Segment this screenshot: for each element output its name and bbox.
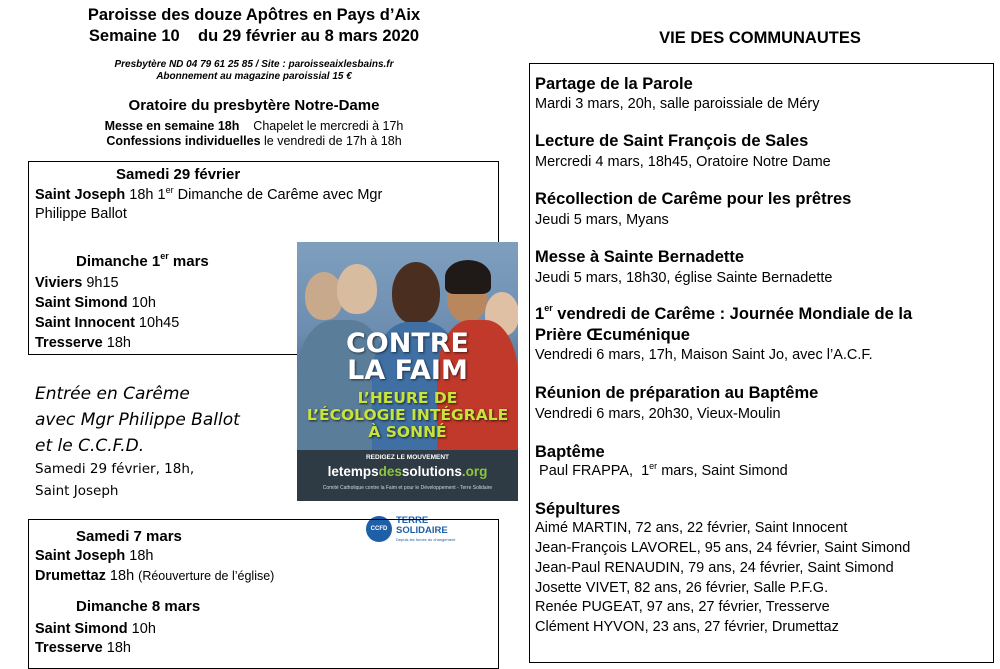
abonnement-line: Abonnement au magazine paroissial 15 € xyxy=(156,71,352,82)
careme-line: avec Mgr Philippe Ballot xyxy=(35,410,240,430)
careme-line: et le C.C.F.D. xyxy=(35,436,145,456)
mass-row xyxy=(35,621,156,637)
poster-sub-line: À SONNÉ xyxy=(368,423,447,441)
poster-title xyxy=(297,330,518,384)
sunday1-title-a: Dimanche 1 xyxy=(76,253,161,270)
messe-label: Messe en semaine 18h xyxy=(104,119,240,133)
confessions-text: le vendredi de 17h à 18h xyxy=(264,134,402,148)
mass-row xyxy=(35,335,131,351)
parish-title: Paroisse des douze Apôtres en Pays d’Aix xyxy=(87,6,421,24)
sepulture-entry: Renée PUGEAT, 97 ans, 27 février, Tresserve xyxy=(535,599,830,615)
event-detail: Vendredi 6 mars, 20h30, Vieux-Moulin xyxy=(535,406,781,422)
careme-place: Saint Joseph xyxy=(35,483,119,499)
ccfd-logo-icon: CCFD xyxy=(366,516,392,542)
event-detail: Jeudi 5 mars, Myans xyxy=(535,212,669,228)
mass-note: (Réouverture de l’église) xyxy=(138,569,275,583)
sunday1-title xyxy=(76,253,209,270)
confessions-label: Confessions individuelles xyxy=(106,134,261,148)
poster-title-line: LA FAIM xyxy=(347,355,468,386)
event-title: Prière Œcuménique xyxy=(535,326,690,344)
event-title: Partage de la Parole xyxy=(535,75,693,93)
oratoire-title: Oratoire du presbytère Notre-Dame xyxy=(128,97,380,114)
saturday1-time: 18h 1 xyxy=(129,187,166,203)
mass-row xyxy=(35,295,156,311)
sepulture-entry: Jean-Paul RENAUDIN, 79 ans, 24 février, Saint Simond xyxy=(535,560,894,576)
mass-row xyxy=(35,640,131,656)
sepulture-entry: Aimé MARTIN, 72 ans, 22 février, Saint Innocent xyxy=(535,520,848,536)
url-part: .org xyxy=(461,464,488,479)
messe-semaine-line xyxy=(20,119,488,133)
mass-time: 10h xyxy=(127,295,156,311)
person-face xyxy=(337,264,377,314)
poster-url xyxy=(297,464,518,479)
contre-la-faim-poster xyxy=(297,242,518,501)
sup: er xyxy=(649,461,658,471)
event-detail: Vendredi 6 mars, 17h, Maison Saint Jo, avec l’A.C.F. xyxy=(535,347,873,363)
poster-title-line: CONTRE xyxy=(345,328,470,359)
sepulture-entry: Clément HYVON, 23 ans, 27 février, Drumettaz xyxy=(535,619,839,635)
detail-part: mars, Saint Simond xyxy=(657,463,788,479)
vie-communautes-heading: VIE DES COMMUNAUTES xyxy=(659,29,861,47)
url-part: letemps xyxy=(327,464,379,479)
event-title: Messe à Sainte Bernadette xyxy=(535,248,745,266)
careme-announcement xyxy=(35,381,240,459)
sepulture-entry: Josette VIVET, 82 ans, 26 février, Salle P.F.G. xyxy=(535,580,829,596)
mass-place: Saint Simond xyxy=(35,295,128,311)
saturday1-desc2: Philippe Ballot xyxy=(35,206,127,222)
mass-place: Drumettaz xyxy=(35,568,106,584)
sup: er xyxy=(160,251,169,261)
url-part: des xyxy=(378,464,402,479)
presbytere-contact: Presbytère ND 04 79 61 25 85 / Site : paroisseaixlesbains.fr xyxy=(114,59,394,70)
week-line: Semaine 10 du 29 février au 8 mars 2020 xyxy=(88,27,420,45)
confessions-line xyxy=(20,134,488,148)
mass-place: Saint Joseph xyxy=(35,548,126,564)
saturday1-place: Saint Joseph xyxy=(35,187,126,203)
title-part: 1 xyxy=(535,305,545,323)
sunday2-title: Dimanche 8 mars xyxy=(76,598,201,615)
event-detail: Mardi 3 mars, 20h, salle paroissiale de Méry xyxy=(535,96,820,112)
sepultures-title: Sépultures xyxy=(535,500,621,518)
event-title: Réunion de préparation au Baptême xyxy=(535,384,819,402)
mass-row xyxy=(35,275,119,291)
saturday2-title: Samedi 7 mars xyxy=(76,528,182,545)
mass-row xyxy=(35,548,153,564)
careme-line: Entrée en Carême xyxy=(35,384,190,404)
mass-place: Saint Innocent xyxy=(35,315,135,331)
mass-row xyxy=(35,568,274,584)
mass-place: Tresserve xyxy=(35,640,103,656)
chapelet-text: Chapelet le mercredi à 17h xyxy=(253,119,404,133)
poster-sub-line: L’ÉCOLOGIE INTÉGRALE xyxy=(306,406,509,424)
logo-text: SOLIDAIRE xyxy=(396,525,448,536)
careme-date: Samedi 29 février, 18h, xyxy=(35,461,195,477)
poster-subtitle xyxy=(297,390,518,441)
mass-time: 18h xyxy=(102,640,131,656)
logo-text: TERRE xyxy=(396,515,429,526)
poster-fineprint: Comité Catholique contre la Faim et pour le Développement - Terre Solidaire xyxy=(322,485,493,491)
saturday1-mass xyxy=(35,187,382,203)
saturday1-title: Samedi 29 février xyxy=(116,166,241,183)
mass-time: 18h xyxy=(102,335,131,351)
event-title: Baptême xyxy=(535,443,605,461)
event-detail xyxy=(535,463,788,479)
mass-place: Tresserve xyxy=(35,335,103,351)
url-part: solutions xyxy=(401,464,462,479)
saturday1-desc: Dimanche de Carême avec Mgr xyxy=(173,187,383,203)
logo-tagline: Depuis les forces du changement xyxy=(396,537,456,542)
event-detail: Mercredi 4 mars, 18h45, Oratoire Notre Dame xyxy=(535,154,831,170)
mass-time: 18h xyxy=(105,568,139,584)
mass-time: 9h15 xyxy=(82,275,119,291)
mass-place: Saint Simond xyxy=(35,621,128,637)
mass-time: 10h xyxy=(127,621,156,637)
mass-time: 10h45 xyxy=(134,315,180,331)
poster-sub-line: L’HEURE DE xyxy=(357,389,458,407)
sepulture-entry: Jean-François LAVOREL, 95 ans, 24 février, Saint Simond xyxy=(535,540,911,556)
sup: er xyxy=(544,303,553,313)
mass-time: 18h xyxy=(125,548,154,564)
poster-redig: REDIGEZ LE MOUVEMENT xyxy=(365,454,450,461)
person-face xyxy=(392,262,440,324)
sunday1-title-b: mars xyxy=(168,253,209,270)
sup: er xyxy=(165,185,174,195)
mass-row xyxy=(35,315,179,331)
event-title xyxy=(535,305,912,324)
title-part: vendredi de Carême : Journée Mondiale de la xyxy=(552,305,913,323)
person-hair xyxy=(445,260,491,294)
detail-part: Paul FRAPPA, 1 xyxy=(535,463,650,479)
event-title: Récollection de Carême pour les prêtres xyxy=(535,190,852,208)
event-title: Lecture de Saint François de Sales xyxy=(535,132,809,150)
event-detail: Jeudi 5 mars, 18h30, église Sainte Bernadette xyxy=(535,270,833,286)
mass-place: Viviers xyxy=(35,275,83,291)
